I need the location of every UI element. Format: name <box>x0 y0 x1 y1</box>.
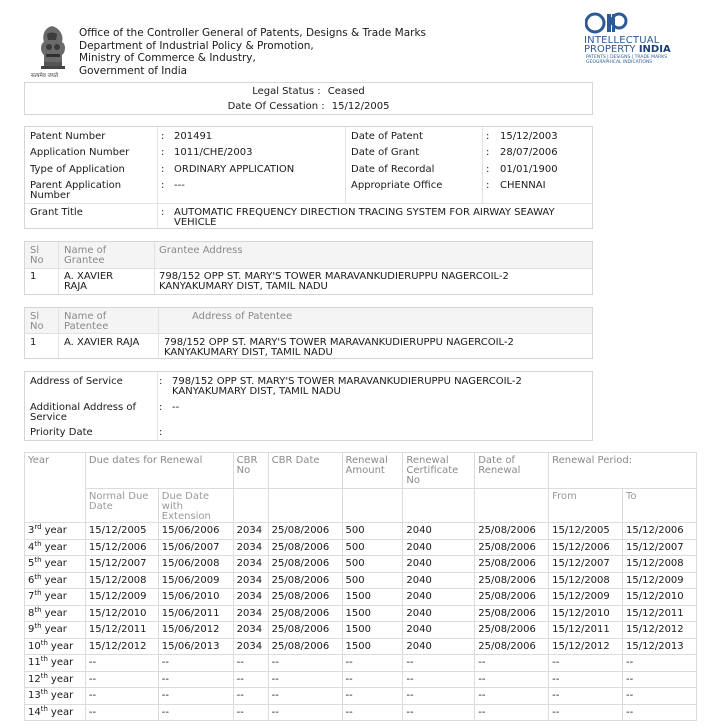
logo-sub2: GEOGRAPHICAL INDICATIONS <box>586 60 653 65</box>
colon: : <box>159 376 163 387</box>
year-cell: 4th year <box>25 539 86 556</box>
cbr-no: -- <box>233 688 268 705</box>
colon: : <box>486 164 490 175</box>
renewal-subheader-row <box>25 489 697 523</box>
renewal-amount: 500 <box>342 539 403 556</box>
renewal-header-row <box>25 453 697 489</box>
date-of-patent-label: Date of Patent <box>351 131 423 142</box>
col-name-of-grantee: Name of Grantee <box>64 245 107 266</box>
table-row <box>25 655 697 672</box>
date-of-renewal: -- <box>475 671 549 688</box>
cbr-no: 2034 <box>233 556 268 573</box>
patentee-sl: 1 <box>30 337 37 348</box>
colon: : <box>161 180 165 191</box>
patent-details-box <box>24 126 593 229</box>
period-from: -- <box>549 671 623 688</box>
date-of-renewal: 25/08/2006 <box>475 572 549 589</box>
renewal-table <box>24 452 697 721</box>
colon: : <box>486 131 490 142</box>
renewal-amount: 1500 <box>342 605 403 622</box>
period-from: -- <box>549 655 623 672</box>
certificate-no: 2040 <box>403 556 475 573</box>
due-date-extension: -- <box>158 688 233 705</box>
date-of-recordal-label: Date of Recordal <box>351 164 435 175</box>
due-date-extension: 15/06/2009 <box>158 572 233 589</box>
cbr-date: -- <box>268 671 342 688</box>
table-row <box>25 589 697 606</box>
certificate-no: -- <box>403 671 475 688</box>
cbr-no: -- <box>233 655 268 672</box>
normal-due-date: -- <box>85 704 158 721</box>
type-value: ORDINARY APPLICATION <box>174 164 295 175</box>
date-of-renewal: -- <box>475 688 549 705</box>
table-row <box>25 638 697 655</box>
type-label: Type of Application <box>30 164 125 175</box>
period-from: 15/12/2011 <box>549 622 623 639</box>
logo-text-india: INDIA <box>638 44 671 55</box>
cbr-no: 2034 <box>233 638 268 655</box>
due-date-extension: 15/06/2008 <box>158 556 233 573</box>
normal-due-date: -- <box>85 671 158 688</box>
national-emblem-icon <box>30 22 74 78</box>
application-number-label: Application Number <box>30 147 130 158</box>
col-year: Year <box>25 453 86 523</box>
colon: : <box>161 131 165 142</box>
col-from: From <box>549 489 623 523</box>
renewal-amount: 1500 <box>342 589 403 606</box>
date-of-renewal: -- <box>475 655 549 672</box>
date-of-renewal: 25/08/2006 <box>475 523 549 540</box>
certificate-no: 2040 <box>403 572 475 589</box>
certificate-no: -- <box>403 688 475 705</box>
year-cell: 12th year <box>25 671 86 688</box>
date-of-renewal: -- <box>475 704 549 721</box>
grantee-address: 798/152 OPP ST. MARY'S TOWER MARAVANKUDIERUPPU NAGERCOIL-2 KANYAKUMARY DIST, TAMIL NADU <box>159 271 509 292</box>
colon: : <box>486 180 490 191</box>
col-cbr-no: CBR No <box>233 453 268 489</box>
year-cell: 11th year <box>25 655 86 672</box>
grantee-name: A. XAVIER RAJA <box>64 271 114 292</box>
normal-due-date: 15/12/2008 <box>85 572 158 589</box>
cbr-date: 25/08/2006 <box>268 556 342 573</box>
renewal-amount: -- <box>342 704 403 721</box>
table-row <box>25 704 697 721</box>
period-to: -- <box>623 688 697 705</box>
year-cell: 14th year <box>25 704 86 721</box>
cbr-date: -- <box>268 704 342 721</box>
table-row <box>25 605 697 622</box>
date-of-renewal: 25/08/2006 <box>475 638 549 655</box>
period-to: 15/12/2006 <box>623 523 697 540</box>
period-to: 15/12/2007 <box>623 539 697 556</box>
patent-number-label: Patent Number <box>30 131 106 142</box>
period-from: 15/12/2012 <box>549 638 623 655</box>
period-from: -- <box>549 688 623 705</box>
due-date-extension: 15/06/2013 <box>158 638 233 655</box>
col-cbr-date: CBR Date <box>268 453 342 489</box>
appropriate-office-label: Appropriate Office <box>351 180 443 191</box>
year-cell: 6th year <box>25 572 86 589</box>
cessation-line <box>25 101 592 112</box>
renewal-amount: 500 <box>342 572 403 589</box>
col-due-date-extension: Due Date with Extension <box>158 489 233 523</box>
colon: : <box>161 164 165 175</box>
parent-value: --- <box>174 180 185 191</box>
address-of-service-label: Address of Service <box>30 376 123 387</box>
due-date-extension: -- <box>158 704 233 721</box>
normal-due-date: -- <box>85 655 158 672</box>
application-number-value: 1011/CHE/2003 <box>174 147 253 158</box>
logo-text-line3 <box>586 55 686 65</box>
certificate-no: 2040 <box>403 605 475 622</box>
additional-address-value: -- <box>172 402 180 413</box>
period-to: 15/12/2010 <box>623 589 697 606</box>
due-date-extension: -- <box>158 671 233 688</box>
cbr-date: -- <box>268 655 342 672</box>
office-line: Ministry of Commerce & Industry, <box>79 52 256 64</box>
certificate-no: 2040 <box>403 523 475 540</box>
due-date-extension: 15/06/2006 <box>158 523 233 540</box>
col-due-dates: Due dates for Renewal <box>85 453 233 489</box>
due-date-extension: 15/06/2011 <box>158 605 233 622</box>
parent-label: Parent Application Number <box>30 180 122 201</box>
priority-date-label: Priority Date <box>30 427 93 438</box>
patentee-address: 798/152 OPP ST. MARY'S TOWER MARAVANKUDIERUPPU NAGERCOIL-2 KANYAKUMARY DIST, TAMIL NADU <box>164 337 514 358</box>
cessation-value: 15/12/2005 <box>331 101 390 112</box>
cbr-date: 25/08/2006 <box>268 622 342 639</box>
certificate-no: 2040 <box>403 638 475 655</box>
cbr-date: -- <box>268 688 342 705</box>
cbr-no: -- <box>233 671 268 688</box>
col-grantee-address: Grantee Address <box>159 245 243 256</box>
patentee-box <box>24 307 593 359</box>
normal-due-date: 15/12/2011 <box>85 622 158 639</box>
colon: : <box>161 207 165 218</box>
certificate-no: 2040 <box>403 539 475 556</box>
period-to: -- <box>623 704 697 721</box>
due-date-extension: 15/06/2012 <box>158 622 233 639</box>
logo-sub1: PATENTS | DESIGNS | TRADE MARKS <box>586 55 668 60</box>
period-to: 15/12/2009 <box>623 572 697 589</box>
period-to: 15/12/2013 <box>623 638 697 655</box>
page-header <box>0 0 726 80</box>
patentee-name: A. XAVIER RAJA <box>64 337 140 348</box>
renewal-amount: -- <box>342 671 403 688</box>
table-row <box>25 688 697 705</box>
year-cell: 3rd year <box>25 523 86 540</box>
grant-title-label: Grant Title <box>30 207 83 218</box>
logo-text-line2 <box>584 45 671 55</box>
cbr-no: 2034 <box>233 622 268 639</box>
cbr-no: 2034 <box>233 572 268 589</box>
col-normal-due-date: Normal Due Date <box>85 489 158 523</box>
cbr-no: 2034 <box>233 589 268 606</box>
normal-due-date: 15/12/2010 <box>85 605 158 622</box>
ip-india-logo-icon <box>585 11 629 35</box>
cessation-label: Date Of Cessation : <box>227 101 325 112</box>
period-from: 15/12/2007 <box>549 556 623 573</box>
table-row <box>25 523 697 540</box>
status-box <box>24 82 593 115</box>
cbr-no: 2034 <box>233 605 268 622</box>
year-cell: 5th year <box>25 556 86 573</box>
period-to: 15/12/2012 <box>623 622 697 639</box>
colon: : <box>159 402 163 413</box>
due-date-extension: -- <box>158 655 233 672</box>
period-to: -- <box>623 671 697 688</box>
colon: : <box>159 427 163 438</box>
date-of-renewal: 25/08/2006 <box>475 605 549 622</box>
col-sl-no: Sl No <box>30 245 44 266</box>
col-renewal-amount: Renewal Amount <box>342 453 403 489</box>
certificate-no: 2040 <box>403 589 475 606</box>
year-cell: 13th year <box>25 688 86 705</box>
office-line: Office of the Controller General of Patents, Designs & Trade Marks <box>79 27 426 39</box>
patent-number-value: 201491 <box>174 131 213 142</box>
date-of-renewal: 25/08/2006 <box>475 539 549 556</box>
renewal-amount: -- <box>342 688 403 705</box>
table-row <box>25 622 697 639</box>
emblem-caption: सत्यमेव जयते <box>31 73 59 79</box>
period-from: 15/12/2009 <box>549 589 623 606</box>
period-from: 15/12/2006 <box>549 539 623 556</box>
date-of-renewal: 25/08/2006 <box>475 622 549 639</box>
cbr-no: 2034 <box>233 539 268 556</box>
cbr-no: -- <box>233 704 268 721</box>
date-of-recordal-value: 01/01/1900 <box>500 164 558 175</box>
col-sl-no: Sl No <box>30 311 44 332</box>
period-to: -- <box>623 655 697 672</box>
year-cell: 9th year <box>25 622 86 639</box>
table-row <box>25 572 697 589</box>
colon: : <box>161 147 165 158</box>
normal-due-date: 15/12/2009 <box>85 589 158 606</box>
table-row <box>25 556 697 573</box>
cbr-date: 25/08/2006 <box>268 638 342 655</box>
date-of-renewal: 25/08/2006 <box>475 589 549 606</box>
date-of-patent-value: 15/12/2003 <box>500 131 558 142</box>
cbr-date: 25/08/2006 <box>268 539 342 556</box>
cbr-date: 25/08/2006 <box>268 589 342 606</box>
col-to: To <box>623 489 697 523</box>
normal-due-date: 15/12/2005 <box>85 523 158 540</box>
certificate-no: 2040 <box>403 622 475 639</box>
col-address-of-patentee: Address of Patentee <box>192 311 293 322</box>
renewal-amount: 1500 <box>342 622 403 639</box>
service-box <box>24 371 593 441</box>
date-of-grant-value: 28/07/2006 <box>500 147 558 158</box>
additional-address-label: Additional Address of Service <box>30 402 137 423</box>
cbr-date: 25/08/2006 <box>268 523 342 540</box>
grantee-sl: 1 <box>30 271 37 282</box>
due-date-extension: 15/06/2010 <box>158 589 233 606</box>
normal-due-date: 15/12/2006 <box>85 539 158 556</box>
renewal-amount: 500 <box>342 556 403 573</box>
period-from: -- <box>549 704 623 721</box>
year-cell: 8th year <box>25 605 86 622</box>
normal-due-date: 15/12/2007 <box>85 556 158 573</box>
col-renewal-certificate: Renewal Certificate No <box>403 453 475 489</box>
logo-text-property: PROPERTY <box>584 44 636 55</box>
period-from: 15/12/2008 <box>549 572 623 589</box>
normal-due-date: 15/12/2012 <box>85 638 158 655</box>
table-row <box>25 539 697 556</box>
certificate-no: -- <box>403 655 475 672</box>
table-row <box>25 671 697 688</box>
legal-status-label: Legal Status : <box>252 86 321 97</box>
date-of-renewal: 25/08/2006 <box>475 556 549 573</box>
period-from: 15/12/2005 <box>549 523 623 540</box>
grant-title-value: AUTOMATIC FREQUENCY DIRECTION TRACING SYSTEM FOR AIRWAY SEAWAY VEHICLE <box>174 207 555 228</box>
office-line: Department of Industrial Policy & Promotion, <box>79 39 314 52</box>
cbr-no: 2034 <box>233 523 268 540</box>
renewal-amount: 500 <box>342 523 403 540</box>
cbr-date: 25/08/2006 <box>268 572 342 589</box>
renewal-amount: -- <box>342 655 403 672</box>
year-cell: 7th year <box>25 589 86 606</box>
certificate-no: -- <box>403 704 475 721</box>
logo-text-line1: INTELLECTUAL <box>584 35 660 46</box>
date-of-grant-label: Date of Grant <box>351 147 420 158</box>
colon: : <box>486 147 490 158</box>
grantee-box <box>24 241 593 295</box>
period-to: 15/12/2011 <box>623 605 697 622</box>
cbr-date: 25/08/2006 <box>268 605 342 622</box>
legal-status-value: Ceased <box>327 86 365 97</box>
period-from: 15/12/2010 <box>549 605 623 622</box>
col-name-of-patentee: Name of Patentee <box>64 311 109 332</box>
office-title <box>79 27 426 77</box>
period-to: 15/12/2008 <box>623 556 697 573</box>
normal-due-date: -- <box>85 688 158 705</box>
renewal-amount: 1500 <box>342 638 403 655</box>
due-date-extension: 15/06/2007 <box>158 539 233 556</box>
legal-status-line <box>25 86 592 97</box>
col-date-of-renewal: Date of Renewal <box>475 453 549 489</box>
office-line: Government of India <box>79 64 188 77</box>
col-renewal-period: Renewal Period: <box>549 453 697 489</box>
appropriate-office-value: CHENNAI <box>500 180 546 191</box>
year-cell: 10th year <box>25 638 86 655</box>
address-of-service-value: 798/152 OPP ST. MARY'S TOWER MARAVANKUDIERUPPU NAGERCOIL-2 KANYAKUMARY DIST, TAMIL NADU <box>172 376 522 397</box>
